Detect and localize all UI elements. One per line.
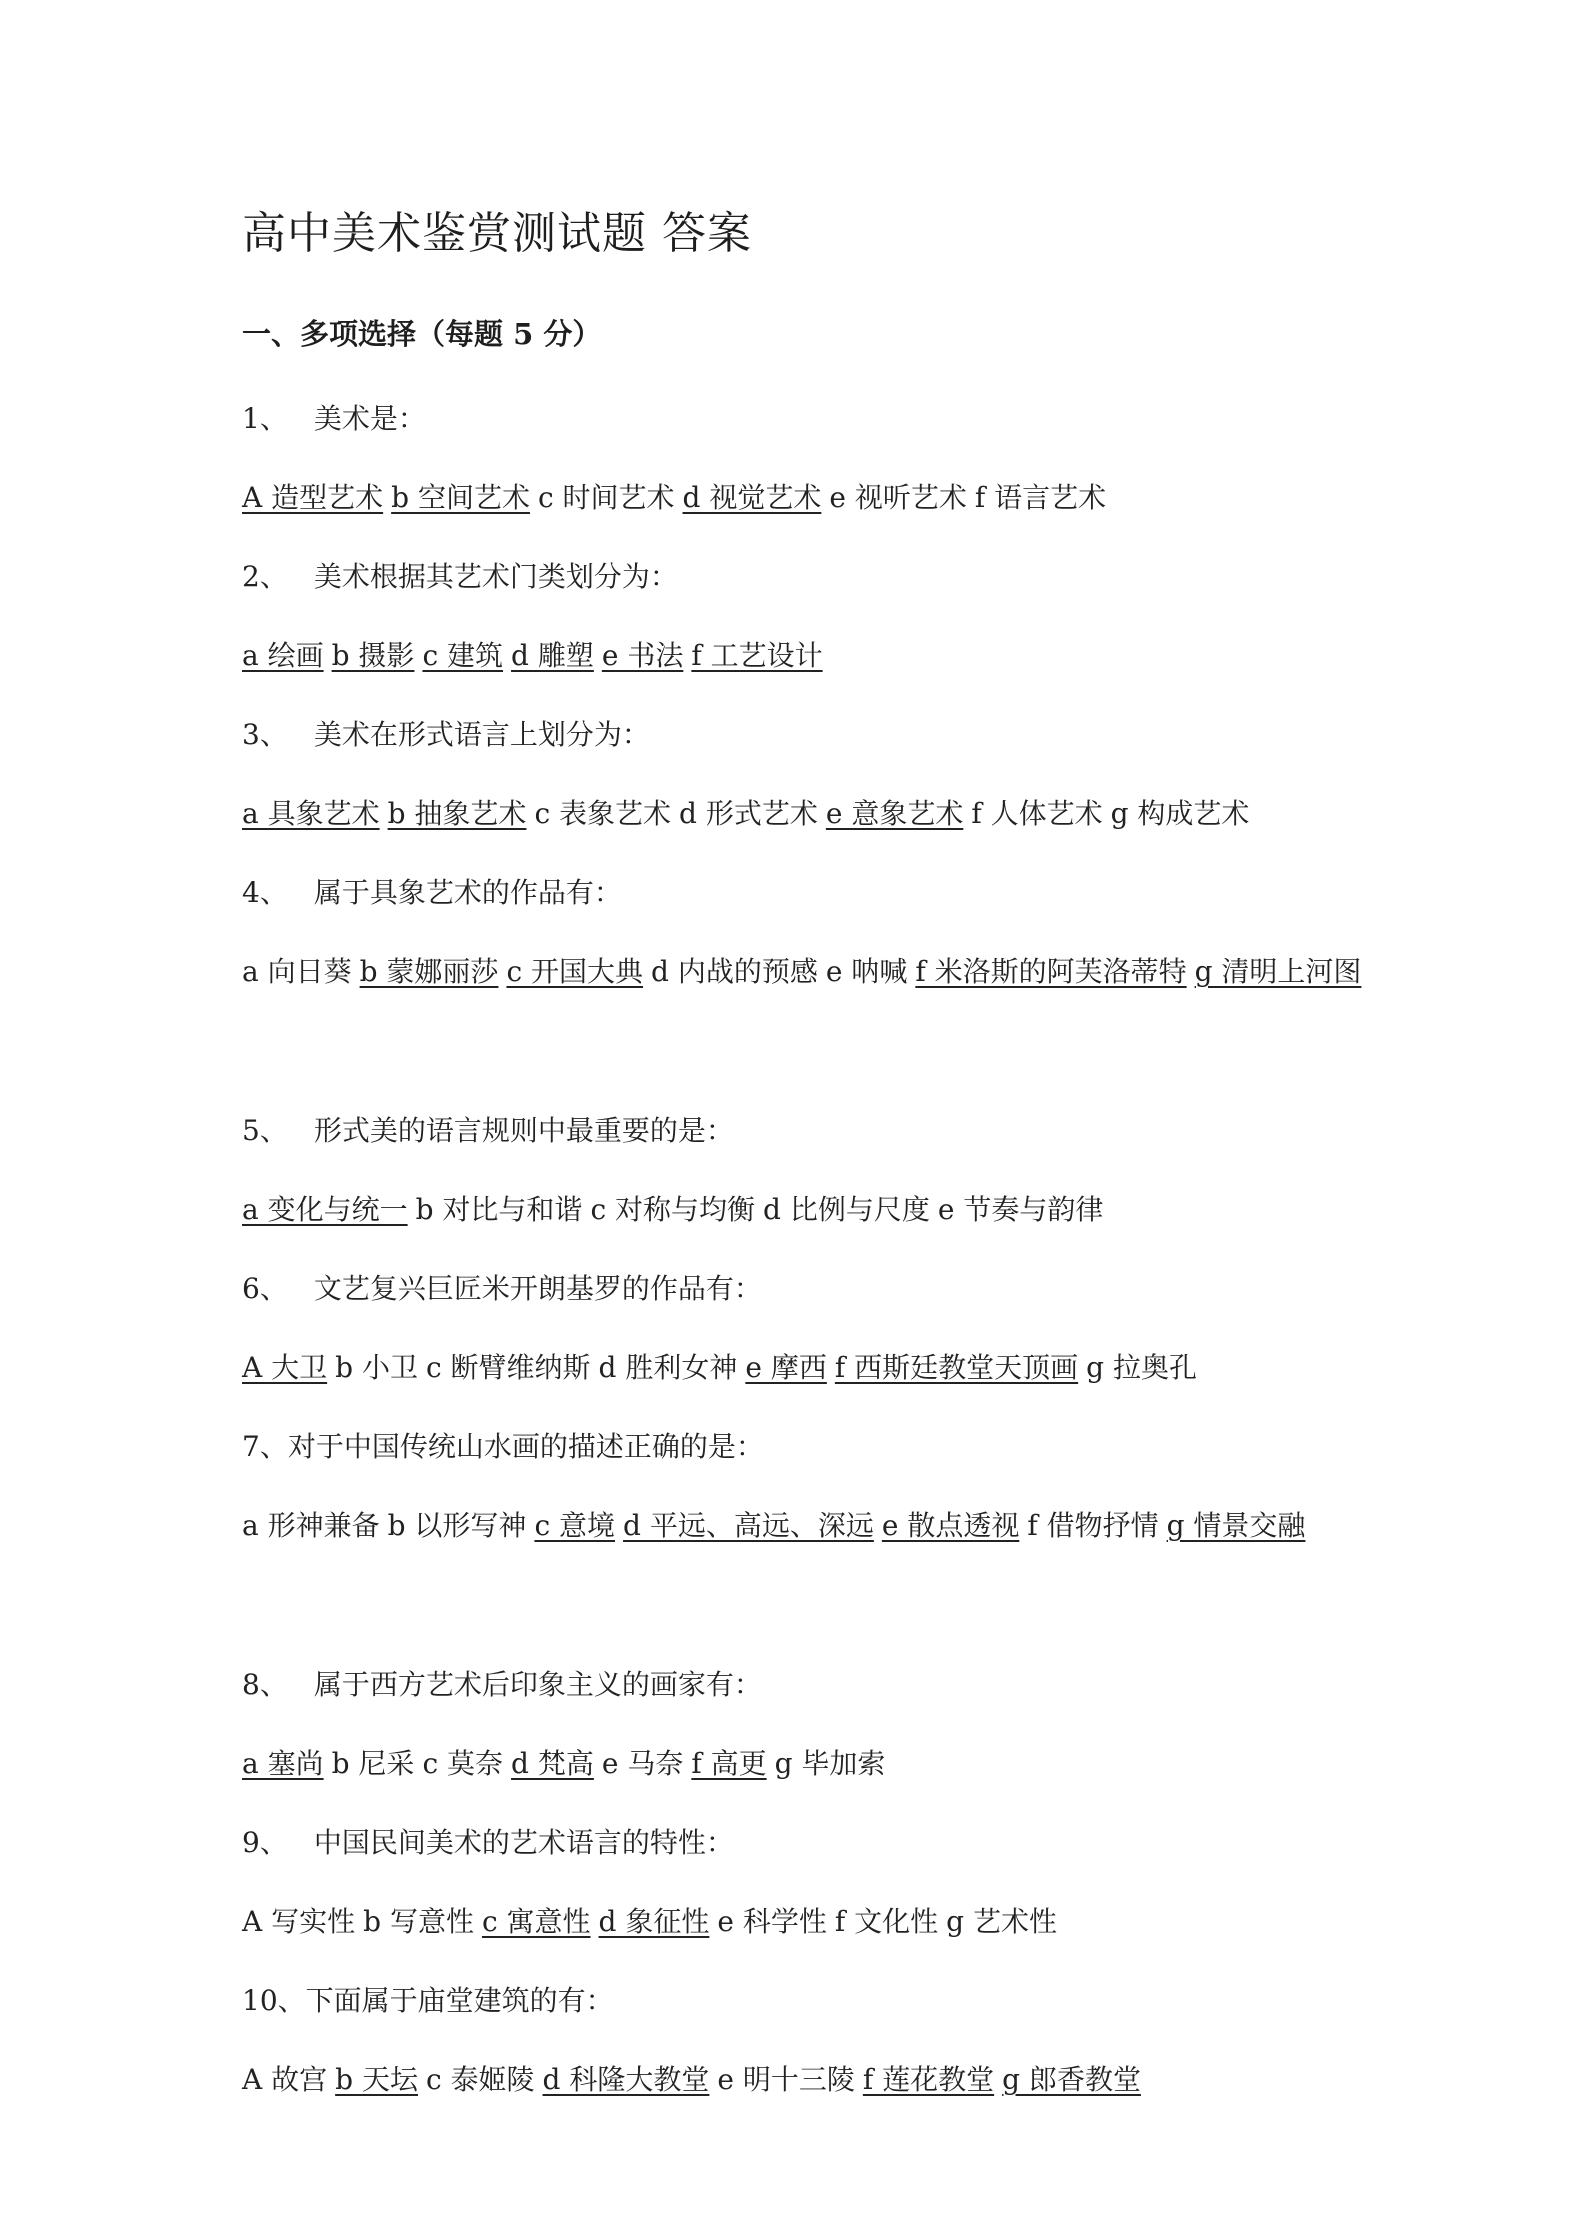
answer-option: g 拉奥孔 [1086,1351,1197,1384]
answer-option: g 构成艺术 [1110,797,1250,830]
correct-option: f 莲花教堂 [862,2063,995,2096]
correct-option: a 变化与统一 [242,1193,408,1226]
answer-option: d 胜利女神 [598,1351,738,1384]
answer-option: d 形式艺术 [679,797,818,830]
answer-options [242,635,1362,677]
question-number: 10、 [242,1984,306,2017]
correct-option: f 工艺设计 [691,639,823,672]
question-item [242,872,1362,993]
answer-options [242,1347,1362,1389]
page-title: 高中美术鉴赏测试题 答案 [242,208,752,259]
correct-option: b 抽象艺术 [387,797,527,830]
correct-option: b 蒙娜丽莎 [359,955,499,988]
question-text [242,1822,1362,1864]
question-text [242,872,1362,914]
correct-option: e 书法 [601,639,684,672]
answer-option: c 泰姬陵 [425,2063,535,2096]
answer-option: e 马奈 [601,1747,684,1780]
answer-option: b 尼采 [331,1747,415,1780]
correct-option: d 象征性 [598,1905,710,1938]
question-prompt: 下面属于庙堂建筑的有： [305,1984,614,2017]
question-number: 8、 [242,1668,288,1701]
answer-option: a 向日葵 [242,955,352,988]
correct-option: b 天坛 [335,2063,418,2096]
answer-options [242,1189,1362,1231]
answer-option: f 语言艺术 [974,481,1107,514]
answer-option: a 形神兼备 [242,1509,380,1542]
answer-options [242,951,1362,993]
question-prompt: 美术在形式语言上划分为： [313,718,650,751]
answer-option: e 科学性 [717,1905,827,1938]
question-number: 7、 [242,1430,288,1463]
correct-option: c 寓意性 [481,1905,591,1938]
correct-option: e 意象艺术 [825,797,964,830]
question-number: 1、 [242,402,288,435]
correct-option: g 情景交融 [1166,1509,1306,1542]
question-item [242,1980,1362,2101]
question-prompt: 对于中国传统山水画的描述正确的是： [287,1430,764,1463]
answer-options [242,1505,1362,1547]
correct-option: f 高更 [691,1747,767,1780]
correct-option: c 建筑 [422,639,504,672]
correct-option: g 郎香教堂 [1002,2063,1141,2096]
question-number: 2、 [242,560,288,593]
answer-options [242,477,1362,519]
correct-option: b 空间艺术 [391,481,530,514]
question-text [242,1110,1362,1152]
answer-option: e 呐喊 [825,955,908,988]
correct-option: g 清明上河图 [1194,955,1362,988]
question-prompt: 形式美的语言规则中最重要的是： [313,1114,734,1147]
question-text [242,1980,1362,2022]
question-number: 9、 [242,1826,288,1859]
answer-option: b 对比与和谐 [415,1193,583,1226]
answer-option: A 写实性 [242,1905,356,1938]
answer-option: d 内战的预感 [651,955,818,988]
question-number: 4、 [242,876,288,909]
correct-option: a 绘画 [242,639,324,672]
answer-option: b 写意性 [363,1905,474,1938]
question-prompt: 属于具象艺术的作品有： [313,876,622,909]
correct-option: c 意境 [534,1509,616,1542]
answer-option: A 故宫 [242,2063,328,2096]
answer-option: f 借物抒情 [1027,1509,1159,1542]
answer-options [242,793,1362,835]
question-number: 3、 [242,718,288,751]
correct-option: d 视觉艺术 [682,481,822,514]
question-text [242,1268,1362,1310]
question-item [242,1110,1362,1231]
question-item [242,556,1362,677]
question-text [242,714,1362,756]
question-text [242,1664,1362,1706]
answer-options [242,1743,1362,1785]
correct-option: d 科隆大教堂 [542,2063,710,2096]
correct-option: e 散点透视 [881,1509,1020,1542]
question-item [242,1822,1362,1943]
correct-option: f 西斯廷教堂天顶画 [834,1351,1079,1384]
question-prompt: 文艺复兴巨匠米开朗基罗的作品有： [313,1272,762,1305]
question-item [242,1664,1362,1785]
question-prompt: 属于西方艺术后印象主义的画家有： [313,1668,762,1701]
answer-option: b 小卫 [335,1351,418,1384]
question-item [242,1268,1362,1389]
answer-option: c 断臂维纳斯 [425,1351,591,1384]
answer-option: f 人体艺术 [971,797,1103,830]
question-text [242,1426,1362,1468]
correct-option: d 雕塑 [511,639,594,672]
question-prompt: 美术根据其艺术门类划分为： [313,560,678,593]
question-number: 6、 [242,1272,288,1305]
correct-option: c 开国大典 [506,955,644,988]
answer-option: e 节奏与韵律 [937,1193,1104,1226]
question-text [242,556,1362,598]
answer-option: f 文化性 [834,1905,939,1938]
answer-option: g 艺术性 [946,1905,1057,1938]
answer-option: e 视听艺术 [829,481,967,514]
question-text [242,398,1362,440]
answer-option: c 莫奈 [422,1747,504,1780]
answer-option: e 明十三陵 [717,2063,855,2096]
question-prompt: 美术是： [313,402,426,435]
answer-option: c 对称与均衡 [590,1193,756,1226]
correct-option: b 摄影 [331,639,415,672]
answer-options [242,2059,1362,2101]
section-heading: 一、多项选择（每题 5 分） [242,317,602,351]
answer-option: c 时间艺术 [537,481,675,514]
answer-option: c 表象艺术 [534,797,672,830]
question-prompt: 中国民间美术的艺术语言的特性： [313,1826,734,1859]
question-item [242,714,1362,835]
answer-option: g 毕加索 [774,1747,886,1780]
correct-option: e 摩西 [745,1351,827,1384]
answer-option: d 比例与尺度 [763,1193,930,1226]
question-number: 5、 [242,1114,288,1147]
correct-option: A 大卫 [242,1351,328,1384]
question-item [242,398,1362,519]
correct-option: d 梵高 [511,1747,594,1780]
correct-option: A 造型艺术 [242,481,384,514]
correct-option: d 平远、高远、深远 [623,1509,874,1542]
answer-options [242,1901,1362,1943]
correct-option: a 塞尚 [242,1747,324,1780]
correct-option: a 具象艺术 [242,797,380,830]
question-item [242,1426,1362,1547]
answer-option: b 以形写神 [387,1509,527,1542]
correct-option: f 米洛斯的阿芙洛蒂特 [915,955,1187,988]
